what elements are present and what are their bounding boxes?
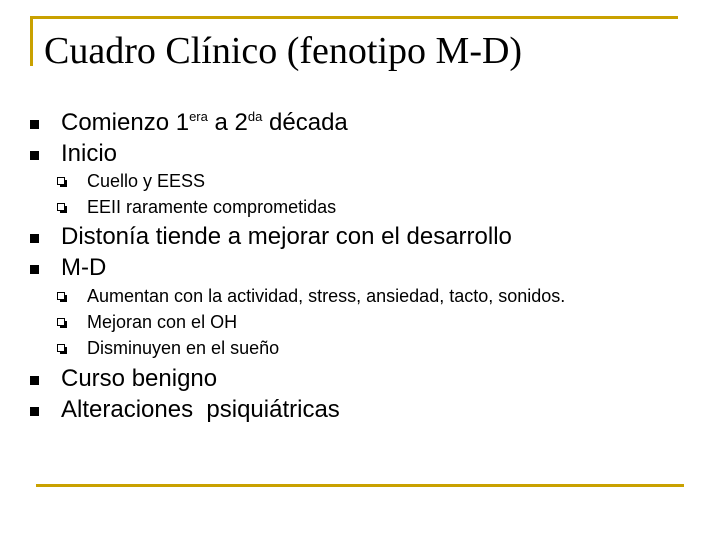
filled-square-icon (30, 120, 39, 129)
sub-bullet-text: Aumentan con la actividad, stress, ansiedad, tacto, sonidos. (87, 286, 566, 306)
filled-square-icon (30, 151, 39, 160)
bullet-text: Distonía tiende a mejorar con el desarrollo (61, 223, 512, 250)
bullet-text: M-D (61, 254, 107, 281)
top-frame-line (30, 16, 678, 19)
superscript-era: era (189, 109, 208, 124)
bullet-text-part: década (262, 109, 348, 136)
superscript-da: da (247, 109, 263, 124)
bullet-text: Inicio (61, 140, 118, 167)
shadowed-hollow-square-icon (57, 203, 65, 211)
bullet-text: Alteraciones psiquiátricas (61, 396, 340, 423)
shadowed-hollow-square-icon (57, 177, 65, 185)
bottom-rule-line (36, 484, 684, 487)
filled-square-icon (30, 376, 39, 385)
slide-title: Cuadro Clínico (fenotipo M-D) (44, 30, 523, 72)
sub-bullet-text: Mejoran con el OH (87, 312, 238, 332)
shadowed-hollow-square-icon (57, 292, 65, 300)
filled-square-icon (30, 234, 39, 243)
shadowed-hollow-square-icon (57, 344, 65, 352)
bullet-text: Curso benigno (61, 365, 218, 392)
sub-bullet-text: Disminuyen en el sueño (87, 338, 280, 358)
filled-square-icon (30, 407, 39, 416)
sub-bullet-text: Cuello y EESS (87, 171, 206, 191)
bullet-text-part: Comienzo 1 (61, 109, 190, 136)
bullet-text (61, 108, 348, 138)
shadowed-hollow-square-icon (57, 318, 65, 326)
sub-bullet-text: EEII raramente comprometidas (87, 197, 337, 217)
left-frame-line (30, 16, 33, 66)
bullet-text-part: a 2 (207, 109, 248, 136)
filled-square-icon (30, 265, 39, 274)
